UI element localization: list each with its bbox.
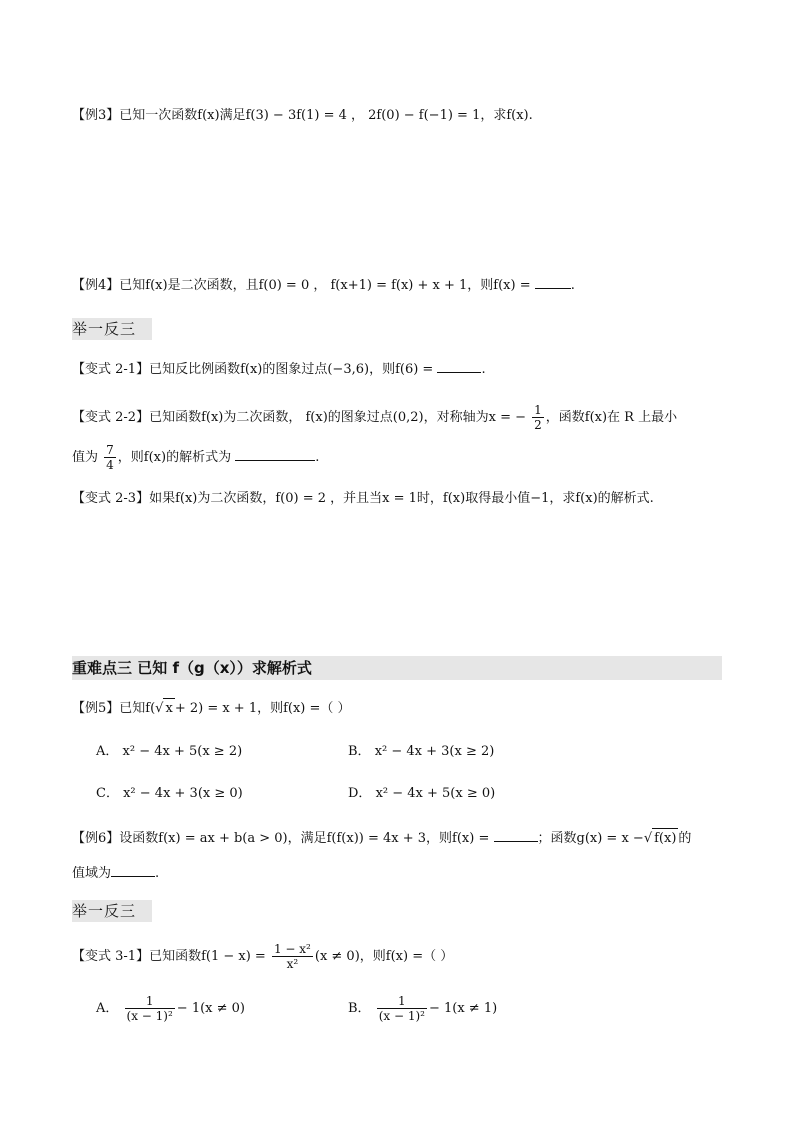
answer-blank[interactable] <box>535 276 571 289</box>
option-text: x² − 4x + 3(x ≥ 2) <box>374 744 495 759</box>
variant-3-1-text-b: (x ≠ 0)，则f(x) =（ ） <box>314 949 454 964</box>
example-6-text-b: ；函数g(x) = x − <box>537 831 644 846</box>
variant-2-2-line2-b: ，则f(x)的解析式为 <box>117 450 232 465</box>
variant-2-2-line2-a: 值为 <box>72 450 99 465</box>
option-key: C． <box>96 786 119 801</box>
option-b[interactable] <box>348 994 497 1023</box>
option-key: B． <box>348 1001 371 1016</box>
variant-3-1-label: 【变式 3-1】 <box>72 949 150 964</box>
fraction-denominator: x² <box>286 957 299 971</box>
answer-blank[interactable] <box>235 448 315 461</box>
sqrt-radicand: x <box>163 698 174 719</box>
fraction-denominator: 4 <box>106 458 114 472</box>
answer-blank[interactable] <box>494 829 538 842</box>
fraction <box>532 403 544 432</box>
option-key: D． <box>348 786 372 801</box>
example-6-line2-a: 值域为 <box>72 866 112 881</box>
example-6-line2 <box>72 864 159 884</box>
variant-2-3-label: 【变式 2-3】 <box>72 491 150 506</box>
variant-2-2-line2-c: . <box>315 450 320 465</box>
example-6-text-a: 设函数f(x) = ax + b(a > 0)，满足f(f(x)) = 4x + 3，则f(x) = <box>119 831 490 846</box>
practice-tag: 举一反三 <box>72 318 152 340</box>
variant-3-1 <box>72 942 453 971</box>
example-4-label: 【例4】 <box>72 278 120 293</box>
fraction-denominator: 2 <box>534 418 542 432</box>
option-a[interactable] <box>96 994 245 1023</box>
example-4 <box>72 276 575 296</box>
variant-2-1-end: . <box>481 362 486 377</box>
example-6-label: 【例6】 <box>72 831 120 846</box>
variant-2-2-text-b: ，函数f(x)在 R 上最小 <box>545 410 678 425</box>
variant-2-1-label: 【变式 2-1】 <box>72 362 150 377</box>
option-tail: − 1(x ≠ 0) <box>176 1001 245 1016</box>
fraction-numerator: 1 <box>534 403 542 417</box>
example-5-text-b: + 2) = x + 1，则f(x) =（ ） <box>174 701 351 716</box>
practice-tag: 举一反三 <box>72 900 152 922</box>
fraction-numerator: 1 <box>125 994 175 1009</box>
variant-2-2-line2 <box>72 443 319 472</box>
variant-3-1-text-a: 已知函数f(1 − x) = <box>149 949 266 964</box>
example-4-text: 已知f(x)是二次函数，且f(0) = 0 ， f(x+1) = f(x) + x + 1，则f(x) = <box>119 278 531 293</box>
example-5: 【例5】已知f(√ x + 2) = x + 1，则f(x) =（ ） <box>72 698 351 719</box>
answer-blank[interactable] <box>111 864 155 877</box>
fraction-numerator: 1 − x² <box>273 942 311 956</box>
example-3 <box>72 106 533 126</box>
sqrt-radicand: f(x) <box>652 828 678 849</box>
option-key: B． <box>348 744 371 759</box>
option-tail: − 1(x ≠ 1) <box>428 1001 498 1016</box>
fraction <box>104 443 116 472</box>
option-text: x² − 4x + 5(x ≥ 0) <box>375 786 496 801</box>
option-text: x² − 4x + 5(x ≥ 2) <box>122 744 243 759</box>
variant-2-2-label: 【变式 2-2】 <box>72 410 150 425</box>
variant-2-1 <box>72 360 486 380</box>
option-c[interactable] <box>96 784 243 804</box>
option-key: A． <box>96 744 119 759</box>
variant-2-1-text: 已知反比例函数f(x)的图象过点(−3,6)，则f(6) = <box>149 362 434 377</box>
fraction <box>377 994 427 1023</box>
variant-2-2-text: 已知函数f(x)为二次函数， f(x)的图象过点(0,2)，对称轴为x = − <box>149 410 526 425</box>
variant-2-2 <box>72 403 677 432</box>
example-3-text: 已知一次函数f(x)满足f(3) − 3f(1) = 4 ， 2f(0) − f(−1) = 1，求f(x). <box>119 108 533 123</box>
option-a[interactable] <box>96 742 242 762</box>
fraction-numerator: 1 <box>377 994 427 1009</box>
example-6-text-c: 的 <box>678 831 692 846</box>
example-5-label: 【例5】 <box>72 701 120 716</box>
example-6-line2-b: . <box>155 866 160 881</box>
example-3-label: 【例3】 <box>72 108 120 123</box>
option-b[interactable] <box>348 742 494 762</box>
example-6: 【例6】设函数f(x) = ax + b(a > 0)，满足f(f(x)) = 4x + 3，则f(x) = ；函数g(x) = x −√ f(x) 的 <box>72 828 691 849</box>
fraction-denominator: (x − 1)² <box>378 1009 425 1023</box>
variant-2-3-text: 如果f(x)为二次函数，f(0) = 2 ，并且当x = 1时，f(x)取得最小值−1，求f(x)的解析式. <box>149 491 654 506</box>
fraction-denominator: (x − 1)² <box>126 1009 173 1023</box>
fraction-numerator: 7 <box>106 443 114 457</box>
answer-blank[interactable] <box>437 360 481 373</box>
fraction <box>272 942 313 971</box>
example-4-end: . <box>570 278 575 293</box>
option-key: A． <box>96 1001 119 1016</box>
variant-2-3 <box>72 489 654 509</box>
section-title: 重难点三 已知 f（g（x））求解析式 <box>72 656 722 680</box>
fraction <box>125 994 175 1023</box>
option-d[interactable] <box>348 784 495 804</box>
example-5-text-a: 已知f( <box>119 701 156 716</box>
option-text: x² − 4x + 3(x ≥ 0) <box>123 786 243 801</box>
